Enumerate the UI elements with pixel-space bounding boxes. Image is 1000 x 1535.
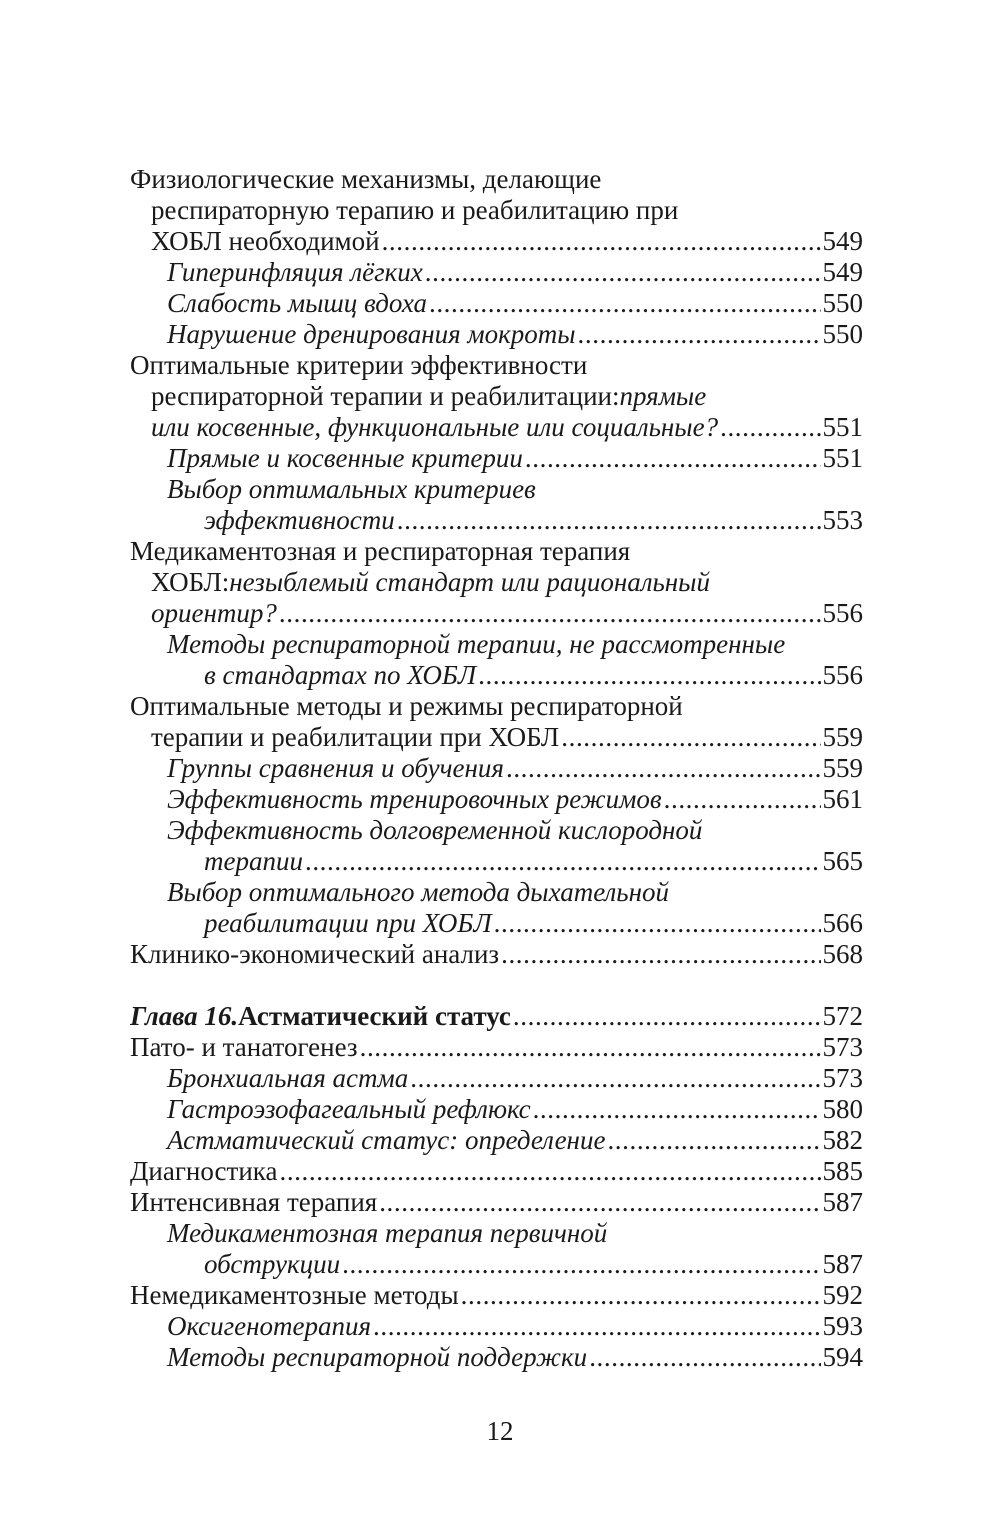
dot-leader [382, 226, 821, 257]
toc-page-number: 587 [822, 1249, 863, 1279]
toc-entry [130, 1342, 863, 1373]
dot-leader [425, 257, 821, 288]
toc-entry-title: ХОБЛ: [151, 567, 230, 597]
toc-entry-continued [130, 815, 863, 846]
toc-page-number: 565 [822, 846, 863, 876]
toc-entry-title: Выбор оптимальных критериев [167, 474, 536, 504]
toc-entry-title: ХОБЛ необходимой [151, 226, 380, 256]
toc-entry-title: Эффективность долговременной кислородной [167, 815, 703, 845]
toc-page-number: 568 [822, 939, 863, 969]
dot-leader [379, 1187, 820, 1218]
toc-entry [130, 1311, 863, 1342]
toc-page-number: 549 [822, 226, 863, 256]
section-spacer [130, 970, 863, 1001]
toc-entry-continued [130, 877, 863, 908]
toc-entry-title: Оксигенотерапия [167, 1311, 372, 1341]
toc-entry [130, 598, 863, 629]
toc-entry-title: терапии [204, 846, 303, 876]
toc-entry [130, 1001, 863, 1032]
toc-entry-continued [130, 567, 863, 598]
toc-entry-title: терапии и реабилитации при ХОБЛ [151, 722, 560, 752]
toc-entry-continued [130, 691, 863, 722]
toc-entry-title: Бронхиальная астма [167, 1063, 409, 1093]
toc-entry [130, 1125, 863, 1156]
toc-entry-continued [130, 164, 863, 195]
dot-leader [461, 1280, 821, 1311]
table-of-contents [130, 164, 863, 1373]
toc-entry-title: Интенсивная терапия [130, 1187, 378, 1217]
toc-page-number: 566 [822, 908, 863, 938]
toc-entry-title: Немедикаментозные методы [130, 1280, 459, 1310]
toc-entry-title: Физиологические механизмы, делающие [130, 164, 602, 194]
toc-entry [130, 784, 863, 815]
toc-entry [130, 226, 863, 257]
toc-page-number: 551 [822, 443, 863, 473]
toc-entry-title: эффективности [204, 505, 395, 535]
toc-page-number: 572 [822, 1001, 863, 1031]
dot-leader [279, 1156, 820, 1187]
toc-entry-title: ориентир? [151, 598, 277, 628]
dot-leader [429, 288, 821, 319]
toc-entry [130, 722, 863, 753]
dot-leader [720, 412, 820, 443]
toc-entry [130, 1187, 863, 1218]
toc-entry-title: респираторной терапии и реабилитации: [151, 381, 620, 411]
toc-entry [130, 1156, 863, 1187]
toc-page-number: 580 [822, 1094, 863, 1124]
toc-entry-title: или косвенные, функциональные или социальные? [151, 412, 719, 442]
toc-page-number: 594 [822, 1342, 863, 1372]
toc-page-number: 587 [822, 1187, 863, 1217]
toc-entry-title: Оптимальные критерии эффективности [130, 350, 588, 380]
toc-entry [130, 443, 863, 474]
toc-page-number: 550 [822, 319, 863, 349]
toc-entry-title: прямые [619, 381, 707, 411]
toc-entry-title: Гиперинфляция лёгких [167, 257, 423, 287]
toc-entry-title: Пато- и танатогенез [130, 1032, 358, 1062]
dot-leader [513, 1001, 821, 1032]
dot-leader [494, 908, 821, 939]
toc-entry-title: обструкции [204, 1249, 341, 1279]
toc-page-number: 593 [822, 1311, 863, 1341]
dot-leader [342, 1249, 820, 1280]
toc-page-number: 551 [822, 412, 863, 442]
toc-entry-continued [130, 474, 863, 505]
toc-entry-title: Астматический статус: определение [167, 1125, 606, 1155]
toc-entry-continued [130, 536, 863, 567]
toc-page-number: 559 [822, 722, 863, 752]
toc-entry [130, 288, 863, 319]
toc-page-number: 550 [822, 288, 863, 318]
toc-page-number: 573 [822, 1032, 863, 1062]
toc-entry [130, 753, 863, 784]
toc-entry-title: Группы сравнения и обучения [167, 753, 504, 783]
toc-entry-title: респираторную терапию и реабилитацию при [151, 195, 679, 225]
toc-page-number: 553 [822, 505, 863, 535]
dot-leader [410, 1063, 820, 1094]
toc-entry [130, 1032, 863, 1063]
toc-entry [130, 319, 863, 350]
toc-page-number: 556 [822, 660, 863, 690]
toc-page-number: 556 [822, 598, 863, 628]
toc-page-number: 585 [822, 1156, 863, 1186]
toc-entry-title: Медикаментозная и респираторная терапия [130, 536, 631, 566]
dot-leader [360, 1032, 821, 1063]
toc-entry-title: Оптимальные методы и режимы респираторной [130, 691, 683, 721]
toc-page-number: 582 [822, 1125, 863, 1155]
toc-entry-title: Нарушение дренирования мокроты [167, 319, 576, 349]
toc-entry-title: незыблемый стандарт или рациональный [229, 567, 710, 597]
toc-entry-title: Прямые и косвенные критерии [167, 443, 523, 473]
toc-entry [130, 505, 863, 536]
toc-entry-title: Астматический статус [238, 1001, 511, 1031]
toc-entry-title: Эффективность тренировочных режимов [167, 784, 662, 814]
dot-leader [664, 784, 821, 815]
dot-leader [305, 846, 821, 877]
toc-page-number: 573 [822, 1063, 863, 1093]
dot-leader [501, 939, 820, 970]
toc-entry [130, 1063, 863, 1094]
toc-entry [130, 846, 863, 877]
toc-entry-title: Гастроэзофагеальный рефлюкс [167, 1094, 531, 1124]
toc-page-number: 549 [822, 257, 863, 287]
toc-entry [130, 412, 863, 443]
dot-leader [578, 319, 821, 350]
toc-entry-continued [130, 1218, 863, 1249]
dot-leader [607, 1125, 820, 1156]
dot-leader [533, 1094, 821, 1125]
toc-entry [130, 257, 863, 288]
toc-page-number: 561 [822, 784, 863, 814]
dot-leader [373, 1311, 820, 1342]
toc-entry-title: Методы респираторной терапии, не рассмотренные [167, 629, 786, 659]
toc-entry-continued [130, 629, 863, 660]
toc-entry-title: Слабость мышц вдоха [167, 288, 427, 318]
toc-entry-title: Диагностика [130, 1156, 278, 1186]
toc-entry-continued [130, 381, 863, 412]
toc-entry-title: Клинико-экономический анализ [130, 939, 500, 969]
toc-entry-title: Медикаментозная терапия первичной [167, 1218, 608, 1248]
toc-page-number: 559 [822, 753, 863, 783]
toc-page-number: 592 [822, 1280, 863, 1310]
toc-entry [130, 908, 863, 939]
dot-leader [397, 505, 821, 536]
dot-leader [589, 1342, 820, 1373]
toc-entry-title: в стандартах по ХОБЛ [204, 660, 477, 690]
toc-entry-title: Выбор оптимального метода дыхательной [167, 877, 669, 907]
toc-entry [130, 1280, 863, 1311]
page-number: 12 [486, 1416, 514, 1446]
toc-entry-title: Методы респираторной поддержки [167, 1342, 588, 1372]
toc-entry-continued [130, 350, 863, 381]
toc-entry [130, 1249, 863, 1280]
toc-entry-continued [130, 195, 863, 226]
dot-leader [525, 443, 821, 474]
dot-leader [478, 660, 820, 691]
dot-leader [506, 753, 821, 784]
dot-leader [279, 598, 821, 629]
toc-entry [130, 939, 863, 970]
toc-entry [130, 660, 863, 691]
toc-entry-title: Глава 16. [130, 1001, 239, 1031]
toc-entry-title: реабилитации при ХОБЛ [204, 908, 492, 938]
dot-leader [561, 722, 820, 753]
toc-entry [130, 1094, 863, 1125]
